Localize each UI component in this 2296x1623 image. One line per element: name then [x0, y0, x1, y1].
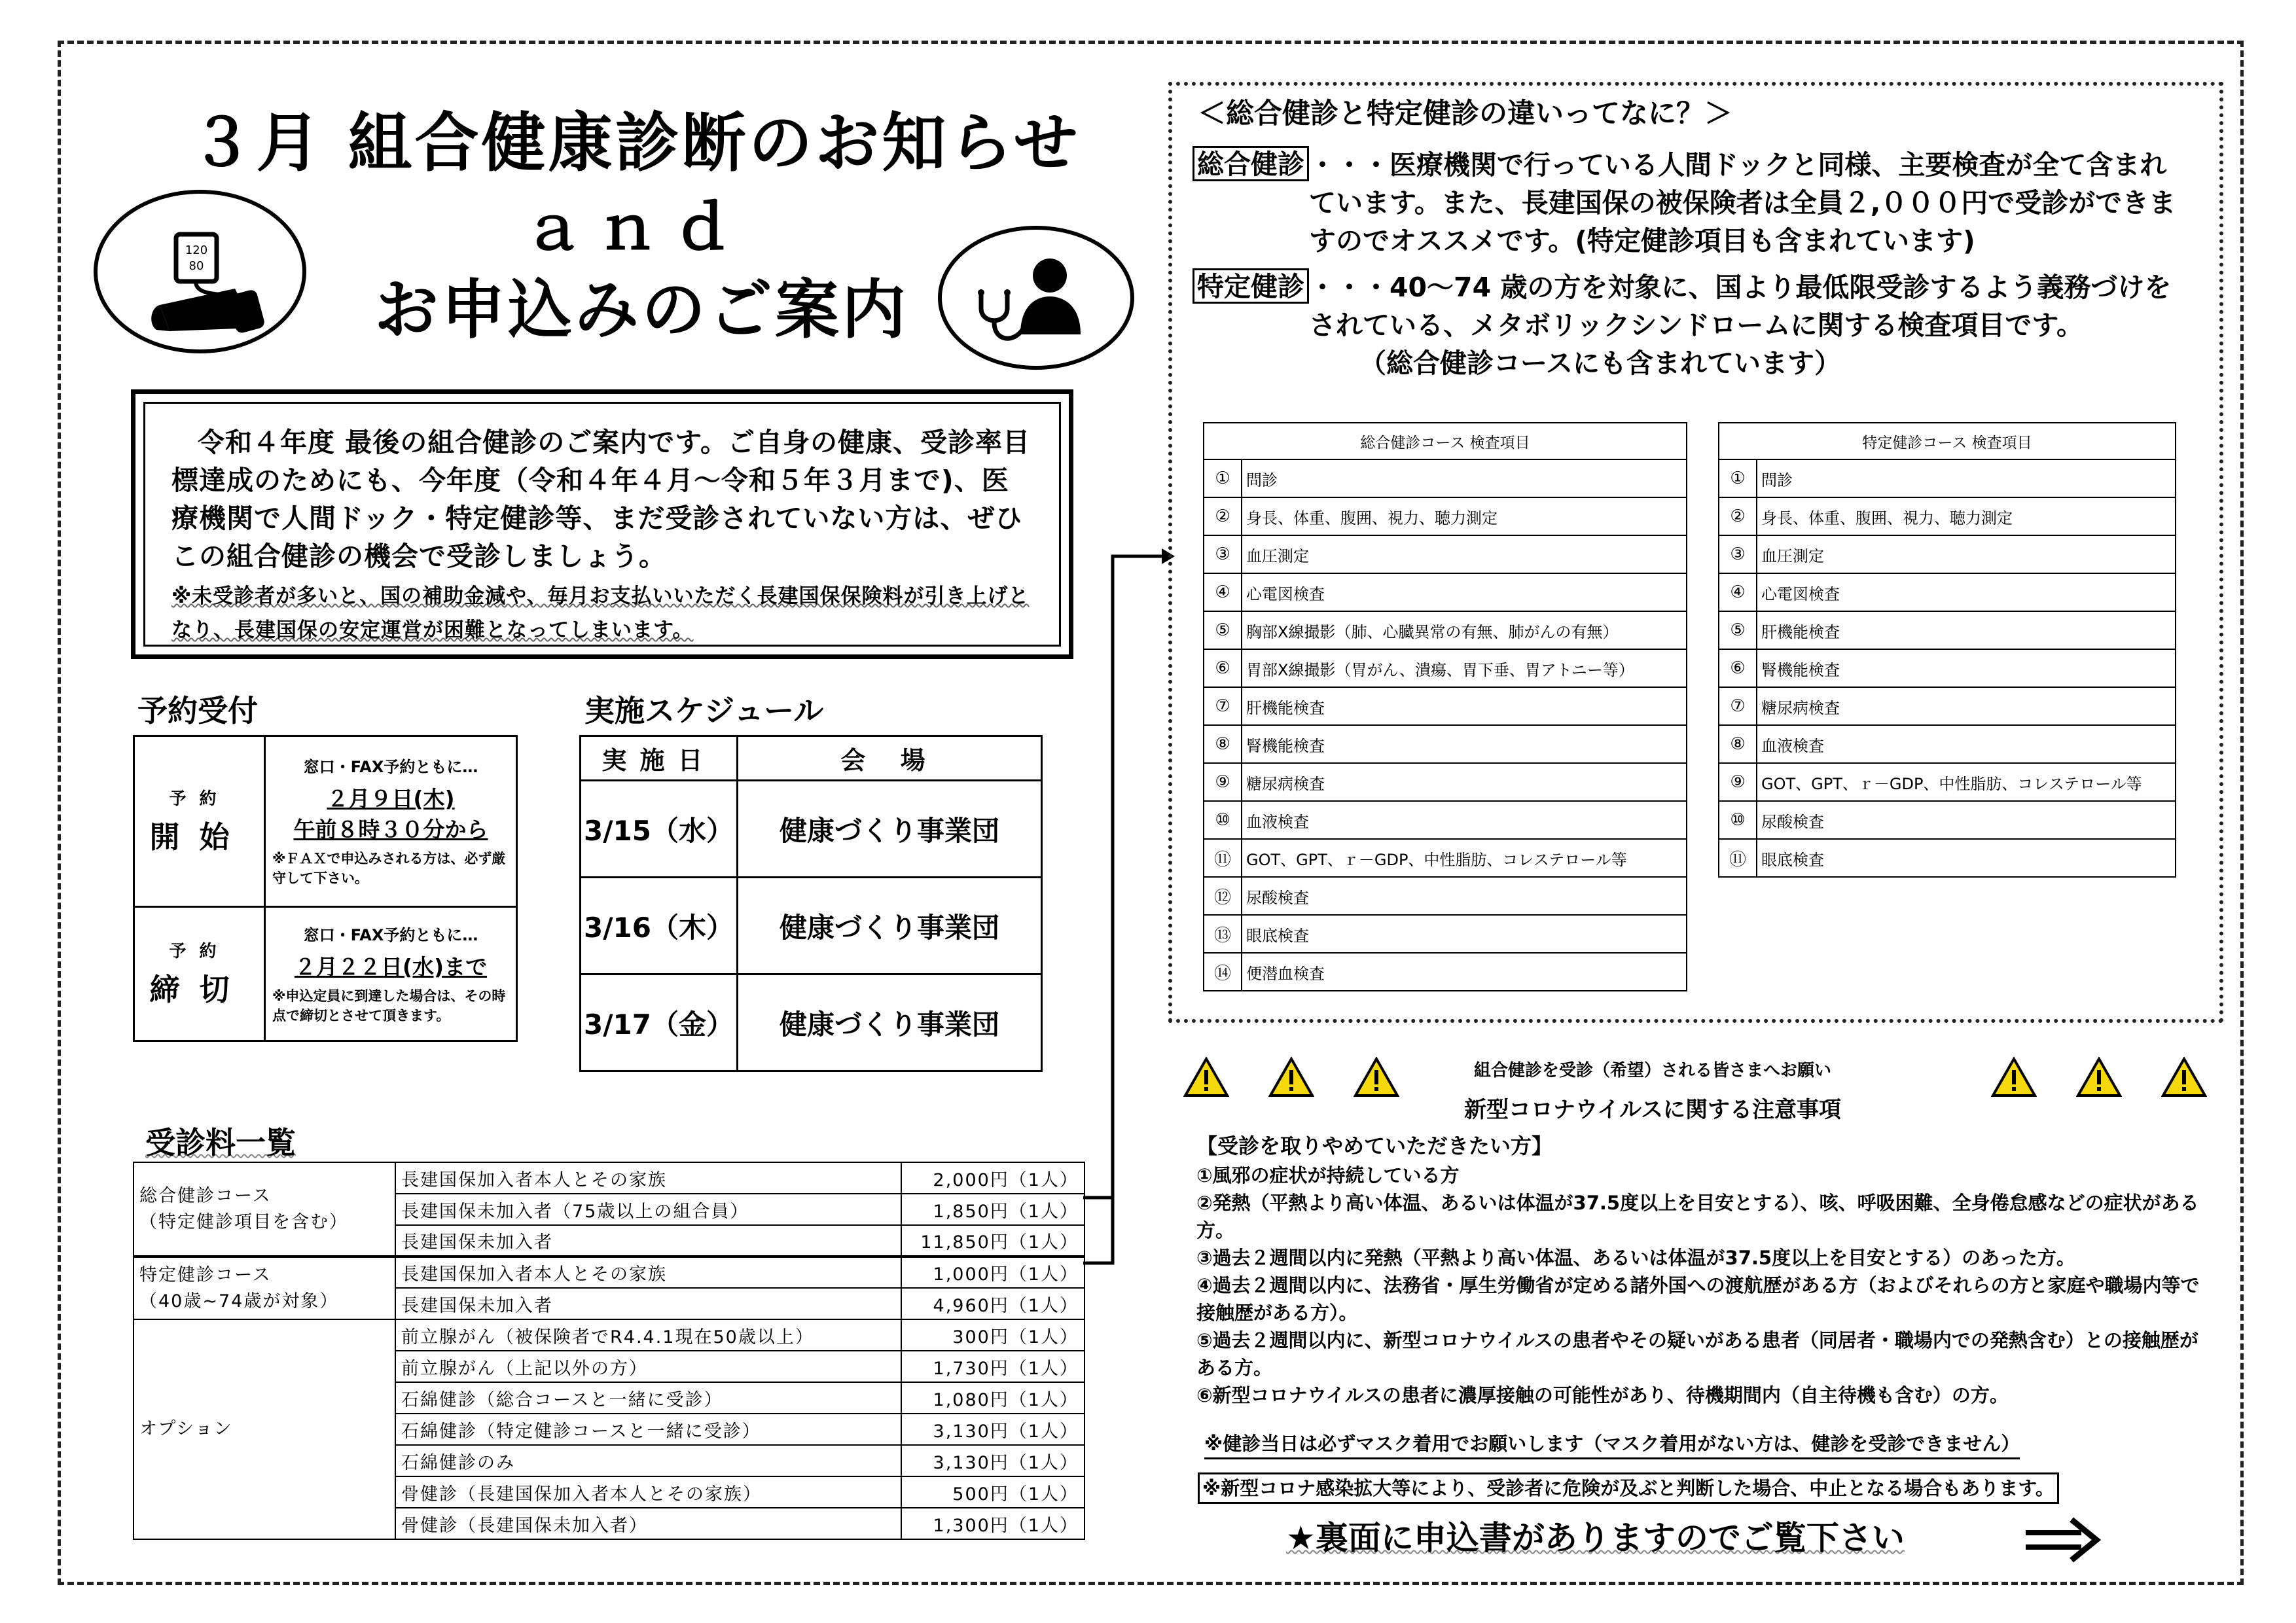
sogo-item: 肝機能検査 — [1242, 687, 1687, 725]
sogo-number: ⑬ — [1204, 915, 1242, 953]
tokutei-item: 心電図検査 — [1757, 573, 2176, 611]
tokutei-number: ⑧ — [1719, 725, 1757, 763]
warning-icon — [1991, 1057, 2037, 1097]
sogo-number: ⑤ — [1204, 611, 1242, 649]
sogo-number: ① — [1204, 459, 1242, 497]
warning-icons-right — [1991, 1057, 2207, 1097]
sogo-item: GOT、GPT、ｒ－GDP、中性脂肪、コレステロール等 — [1242, 839, 1687, 877]
tokutei-number: ④ — [1719, 573, 1757, 611]
sogo-number: ⑨ — [1204, 763, 1242, 801]
reservation-end-date: ２月２２日(水)まで — [294, 954, 488, 980]
sogo-row — [1204, 611, 1687, 649]
tokutei-note: （総合健診コースにも含まれています） — [1359, 348, 1841, 379]
schedule-place: 健康づくり事業団 — [738, 974, 1042, 1071]
intro-box — [131, 389, 1073, 659]
sogo-item: 便潜血検査 — [1242, 953, 1687, 991]
warning-icon — [1183, 1057, 1229, 1097]
sogo-number: ② — [1204, 497, 1242, 535]
schedule-date: 3/17（金） — [581, 974, 738, 1071]
reservation-end-small: 予約 — [169, 942, 230, 962]
footer-note: ★裏面に申込書がありますのでご覧下さい — [1286, 1519, 1905, 1557]
comparison-heading: ＜総合健診と特定健診の違いってなに？＞ — [1198, 98, 1732, 130]
reservation-heading: 予約受付 — [137, 693, 258, 728]
tokutei-item: 血圧測定 — [1757, 535, 2176, 573]
sogo-item: 眼底検査 — [1242, 915, 1687, 953]
sogo-item: 糖尿病検査 — [1242, 763, 1687, 801]
fee-price: 1,730円（1人） — [901, 1351, 1085, 1382]
fee-label: 骨健診（長建国保未加入者） — [395, 1508, 901, 1539]
mask-notice: ※健診当日は必ずマスク着用でお願いします（マスク着用がない方は、健診を受診できません） — [1204, 1430, 2020, 1459]
sogo-item: 胃部X線撮影（胃がん、潰瘍、胃下垂、胃アトニー等） — [1242, 649, 1687, 687]
schedule-table — [579, 735, 1043, 1072]
schedule-col-place: 会 場 — [738, 736, 1042, 781]
reservation-row-end — [134, 906, 517, 1041]
notice-item: ⑥新型コロナウイルスの患者に濃厚接触の可能性があり、待機期間内（自主待機も含む）の方。 — [1196, 1384, 2009, 1406]
warning-icon — [2161, 1057, 2207, 1097]
reservation-start-note: ※ＦＡＸで申込みされる方は、必ず厳守して下さい。 — [272, 851, 506, 887]
sogo-number: ⑭ — [1204, 953, 1242, 991]
tokutei-row — [1719, 649, 2176, 687]
fee-label: 前立腺がん（被保険者でR4.4.1現在50歳以上） — [395, 1319, 901, 1351]
tokutei-item: 眼底検査 — [1757, 839, 2176, 877]
reservation-start-date: ２月９日(木) 午前８時３０分から — [293, 786, 488, 843]
notice-item: ②発熱（平熱より高い体温、あるいは体温が37.5度以上を目安とする）、咳、呼吸困難、全身倦怠感などの症状がある方。 — [1196, 1192, 2199, 1241]
tokutei-number: ③ — [1719, 535, 1757, 573]
title-and: ａｎｄ — [522, 193, 747, 263]
sogo-number: ⑩ — [1204, 801, 1242, 839]
fee-label: 長建国保未加入者 — [395, 1288, 901, 1319]
schedule-row — [581, 781, 1042, 878]
fee-price: 1,000円（1人） — [901, 1257, 1085, 1288]
tokutei-item: 腎機能検査 — [1757, 649, 2176, 687]
fee-group-name: オプション — [134, 1319, 395, 1539]
fee-label: 長建国保加入者本人とその家族 — [395, 1257, 901, 1288]
sogo-items-table — [1203, 422, 1687, 991]
double-arrow-icon — [2026, 1517, 2101, 1563]
sogo-number: ⑧ — [1204, 725, 1242, 763]
tokutei-row — [1719, 801, 2176, 839]
intro-note: ※未受診者が多いと、国の補助金減や、毎月お支払いいただく長建国保保険料が引き上げとなり、長建国保の安定運営が困難となってしまいます。 — [171, 584, 1030, 642]
notice-list — [1196, 1162, 2204, 1409]
tokutei-row — [1719, 839, 2176, 877]
fee-label: 骨健診（長建国保加入者本人とその家族） — [395, 1476, 901, 1508]
tokutei-item: 肝機能検査 — [1757, 611, 2176, 649]
tokutei-row — [1719, 535, 2176, 573]
fee-label: 石綿健診（特定健診コースと一緒に受診） — [395, 1414, 901, 1445]
tokutei-number: ① — [1719, 459, 1757, 497]
fee-price: 300円（1人） — [901, 1319, 1085, 1351]
tokutei-row — [1719, 725, 2176, 763]
sogo-row — [1204, 649, 1687, 687]
sogo-row — [1204, 953, 1687, 991]
fee-row — [134, 1319, 1085, 1351]
warning-icon — [2076, 1057, 2122, 1097]
fee-price: 500円（1人） — [901, 1476, 1085, 1508]
schedule-row — [581, 878, 1042, 974]
fee-label: 長建国保未加入者（75歳以上の組合員） — [395, 1194, 901, 1225]
sogo-item: 尿酸検査 — [1242, 877, 1687, 915]
sogo-row — [1204, 801, 1687, 839]
sogo-number: ⑦ — [1204, 687, 1242, 725]
sogo-row — [1204, 687, 1687, 725]
sogo-description — [1193, 146, 2187, 260]
tokutei-row — [1719, 687, 2176, 725]
sogo-item: 身長、体重、腹囲、視力、聴力測定 — [1242, 497, 1687, 535]
reservation-end-method: 窓口・FAX予約ともに… — [303, 925, 478, 944]
sogo-tag: 総合健診 — [1193, 146, 1309, 181]
notice-section: 【受診を取りやめていただきたい方】 — [1196, 1133, 1553, 1158]
reservation-end-label: 締切 — [149, 972, 249, 1008]
tokutei-description — [1193, 268, 2187, 382]
blood-pressure-icon — [94, 190, 306, 353]
tokutei-tag: 特定健診 — [1193, 268, 1309, 304]
fee-price: 1,080円（1人） — [901, 1382, 1085, 1414]
reservation-start-label: 開始 — [149, 819, 249, 855]
reservation-table — [133, 735, 518, 1042]
reservation-row-start — [134, 736, 517, 907]
tokutei-item: GOT、GPT、ｒ－GDP、中性脂肪、コレステロール等 — [1757, 763, 2176, 801]
reservation-start-method: 窓口・FAX予約ともに… — [303, 758, 478, 777]
fee-group-name: 総合健診コース （特定健診項目を含む） — [134, 1162, 395, 1257]
schedule-col-date: 実施日 — [581, 736, 738, 781]
bp-reading-top: 120 — [185, 243, 208, 257]
tokutei-row — [1719, 611, 2176, 649]
fee-price: 11,850円（1人） — [901, 1225, 1085, 1257]
fee-price: 4,960円（1人） — [901, 1288, 1085, 1319]
sogo-number: ③ — [1204, 535, 1242, 573]
fee-label: 長建国保加入者本人とその家族 — [395, 1162, 901, 1194]
sogo-item: 腎機能検査 — [1242, 725, 1687, 763]
tokutei-number: ⑥ — [1719, 649, 1757, 687]
sogo-row — [1204, 763, 1687, 801]
reservation-start-small: 予約 — [169, 789, 230, 810]
sogo-row — [1204, 459, 1687, 497]
sogo-item: 血圧測定 — [1242, 535, 1687, 573]
sogo-row — [1204, 535, 1687, 573]
tokutei-text: ・・・40～74 歳の方を対象に、国より最低限受診するよう義務づけをされている、メタボリックシンドロームに関する検査項目です。 — [1309, 272, 2172, 341]
tokutei-row — [1719, 459, 2176, 497]
tokutei-item: 糖尿病検査 — [1757, 687, 2176, 725]
tokutei-row — [1719, 497, 2176, 535]
schedule-row — [581, 974, 1042, 1071]
sogo-number: ④ — [1204, 573, 1242, 611]
schedule-heading: 実施スケジュール — [584, 693, 824, 728]
sogo-number: ⑥ — [1204, 649, 1242, 687]
fee-label: 石綿健診のみ — [395, 1445, 901, 1476]
tokutei-item: 身長、体重、腹囲、視力、聴力測定 — [1757, 497, 2176, 535]
page-title: ３月 組合健康診断のお知らせ — [189, 106, 1081, 181]
schedule-date: 3/16（木） — [581, 878, 738, 974]
tokutei-number: ⑪ — [1719, 839, 1757, 877]
fee-group-name: 特定健診コース （40歳~74歳が対象） — [134, 1257, 395, 1319]
sogo-item: 心電図検査 — [1242, 573, 1687, 611]
fee-price: 3,130円（1人） — [901, 1414, 1085, 1445]
tokutei-items-table — [1718, 422, 2176, 878]
sogo-number: ⑫ — [1204, 877, 1242, 915]
sogo-item: 問診 — [1242, 459, 1687, 497]
sogo-text: ・・・医療機関で行っている人間ドックと同様、主要検査が全て含まれています。また、長建国保の被保険者は全員２,０００円で受診ができますのでオススメです。(特定健診項目も含まれています) — [1309, 149, 2176, 257]
fee-price: 1,300円（1人） — [901, 1508, 1085, 1539]
title-subtitle: お申込みのご案内 — [374, 273, 908, 348]
sogo-item: 胸部X線撮影（肺、心臓異常の有無、肺がんの有無） — [1242, 611, 1687, 649]
schedule-place: 健康づくり事業団 — [738, 781, 1042, 878]
sogo-row — [1204, 725, 1687, 763]
schedule-place: 健康づくり事業団 — [738, 878, 1042, 974]
bp-reading-bottom: 80 — [188, 259, 204, 273]
sogo-row — [1204, 839, 1687, 877]
connector-arrow — [1083, 543, 1175, 1276]
notice-title: 新型コロナウイルスに関する注意事項 — [1464, 1097, 1841, 1123]
notice-item: ③過去２週間以内に発熱（平熱より高い体温、あるいは体温が37.5度以上を目安とする）のあった方。 — [1196, 1247, 2075, 1269]
tokutei-number: ⑦ — [1719, 687, 1757, 725]
sogo-row — [1204, 915, 1687, 953]
tokutei-number: ⑤ — [1719, 611, 1757, 649]
cancel-notice: ※新型コロナ感染拡大等により、受診者に危険が及ぶと判断した場合、中止となる場合もあります。 — [1198, 1472, 2059, 1504]
tokutei-item: 血液検査 — [1757, 725, 2176, 763]
warning-icon — [1268, 1057, 1314, 1097]
notice-item: ①風邪の症状が持続している方 — [1196, 1164, 1460, 1186]
tokutei-item: 問診 — [1757, 459, 2176, 497]
fee-price: 2,000円（1人） — [901, 1162, 1085, 1194]
doctor-icon — [938, 226, 1134, 370]
fee-price: 3,130円（1人） — [901, 1445, 1085, 1476]
tokutei-row — [1719, 573, 2176, 611]
tokutei-number: ⑩ — [1719, 801, 1757, 839]
fees-heading: 受診料一覧 — [145, 1125, 296, 1160]
notice-item: ④過去２週間以内に、法務省・厚生労働省が定める諸外国への渡航歴がある方（およびそれらの方と家庭や職場内等で接触歴がある方）。 — [1196, 1274, 2200, 1324]
fee-price: 1,850円（1人） — [901, 1194, 1085, 1225]
tokutei-item: 尿酸検査 — [1757, 801, 2176, 839]
notice-subtitle: 組合健診を受診（希望）される皆さまへお願い — [1473, 1061, 1831, 1080]
tokutei-number: ⑨ — [1719, 763, 1757, 801]
fee-row — [134, 1162, 1085, 1194]
fee-label: 前立腺がん（上記以外の方） — [395, 1351, 901, 1382]
sogo-number: ⑪ — [1204, 839, 1242, 877]
sogo-table-header: 総合健診コース 検査項目 — [1204, 423, 1687, 459]
fee-label: 石綿健診（総合コースと一緒に受診） — [395, 1382, 901, 1414]
reservation-end-note: ※申込定員に到達した場合は、その時点で締切とさせて頂きます。 — [272, 988, 506, 1024]
fee-row — [134, 1257, 1085, 1288]
tokutei-row — [1719, 763, 2176, 801]
tokutei-table-header: 特定健診コース 検査項目 — [1719, 423, 2176, 459]
sogo-item: 血液検査 — [1242, 801, 1687, 839]
fee-label: 長建国保未加入者 — [395, 1225, 901, 1257]
sogo-row — [1204, 573, 1687, 611]
notice-item: ⑤過去２週間以内に、新型コロナウイルスの患者やその疑いがある患者（同居者・職場内での発熱含む）との接触歴がある方。 — [1196, 1329, 2198, 1379]
tokutei-number: ② — [1719, 497, 1757, 535]
schedule-date: 3/15（水） — [581, 781, 738, 878]
fees-table — [133, 1162, 1085, 1540]
intro-text: 令和４年度 最後の組合健診のご案内です。ご自身の健康、受診率目標達成のためにも、今年度（令和４年４月～令和５年３月まで)、医療機関で人間ドック・特定健診等、まだ受診されていない方は、ぜひこの組合健診の機会で受診しましょう。 — [171, 427, 1030, 572]
sogo-row — [1204, 877, 1687, 915]
sogo-row — [1204, 497, 1687, 535]
